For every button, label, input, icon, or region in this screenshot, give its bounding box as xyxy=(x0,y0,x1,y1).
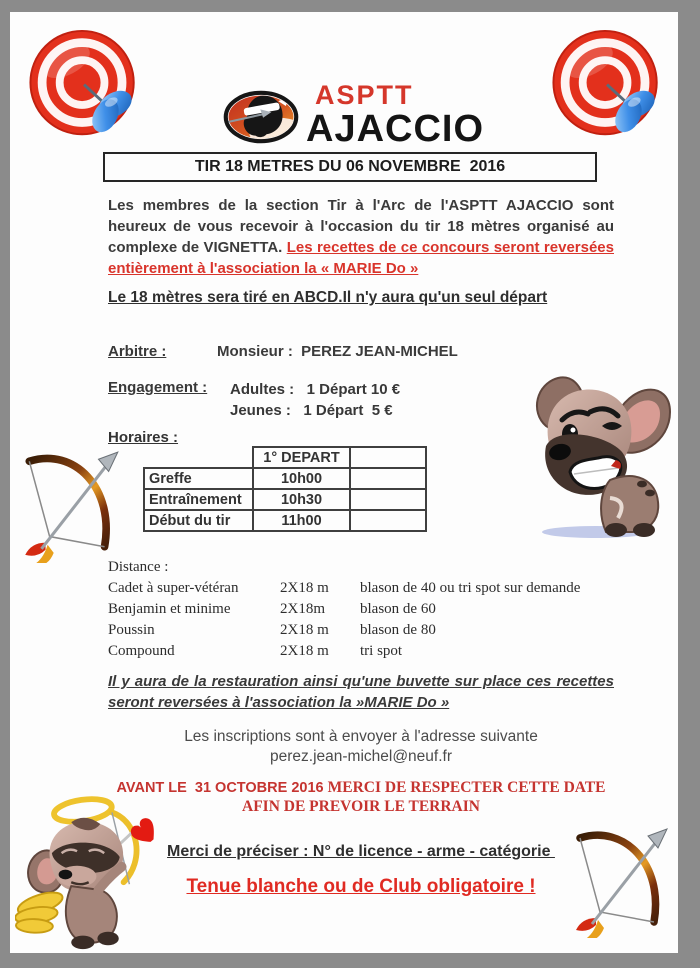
cupid-dog-mascot-icon xyxy=(15,788,175,953)
row-time: 11h00 xyxy=(253,510,350,531)
table-header-row xyxy=(144,447,426,468)
single-start-line: Le 18 mètres sera tiré en ABCD.Il n'y aura qu'un seul départ xyxy=(108,289,548,306)
engagement-values xyxy=(230,379,400,421)
row-label: Greffe xyxy=(144,468,253,489)
deadline-date: AVANT LE 31 OCTOBRE 2016 xyxy=(116,780,328,796)
dress-code-line: Tenue blanche ou de Club obligatoire ! xyxy=(186,876,536,897)
intro-text: Les membres de la section Tir à l'Arc de l'ASPTT AJACCIO sont heureux de vous recevoir à l'occasion du tir 18 mètres organisé au complexe de VIGNETTA. xyxy=(108,197,614,256)
arbitre-value: Monsieur : PEREZ JEAN-MICHEL xyxy=(217,343,458,360)
logo-text-ajaccio: AJACCIO xyxy=(306,108,485,150)
intro-highlight-charity: Les recettes de ce concours seront reversées entièrement à l'association la « MARIE Do » xyxy=(108,239,614,277)
preciser-line: Merci de préciser : N° de licence - arme - catégorie xyxy=(167,843,555,860)
distance-row: Benjamin et minime 2X18m blason de 60 xyxy=(108,601,436,617)
table-row xyxy=(144,510,426,531)
engagement-youth: Jeunes : 1 Départ 5 € xyxy=(230,402,393,419)
row-time: 10h30 xyxy=(253,489,350,510)
logo-text-asptt: ASPTT xyxy=(315,80,414,110)
event-title: TIR 18 METRES DU 06 NOVEMBRE 2016 xyxy=(103,152,597,182)
table-header-depart: 1° DEPART xyxy=(253,447,350,468)
deadline-text: MERCI DE RESPECTER CETTE DATE AFIN DE PREVOIR LE TERRAIN xyxy=(242,779,606,815)
asptt-moors-head-emblem-icon xyxy=(223,90,299,144)
distance-row: Cadet à super-vétéran 2X18 m blason de 40 ou tri spot sur demande xyxy=(108,580,581,596)
distance-section xyxy=(108,557,580,662)
table-header-empty xyxy=(350,447,426,468)
arbitre-row xyxy=(108,343,458,360)
intro-paragraph xyxy=(108,195,614,279)
row-label: Entraînement xyxy=(144,489,253,510)
table-blank-cell xyxy=(144,447,253,468)
engagement-row xyxy=(108,379,400,421)
horaires-table xyxy=(143,446,427,532)
distance-row: Compound 2X18 m tri spot xyxy=(108,643,403,659)
row-label: Début du tir xyxy=(144,510,253,531)
horaires-label: Horaires : xyxy=(108,429,179,446)
bow-and-arrow-icon xyxy=(15,445,127,563)
inscriptions-line: Les inscriptions sont à envoyer à l'adresse suivante xyxy=(184,728,538,745)
engagement-adults: Adultes : 1 Départ 10 € xyxy=(230,381,401,398)
distance-label: Distance : xyxy=(108,559,169,575)
inscriptions-block xyxy=(108,727,614,767)
row-time: 10h00 xyxy=(253,468,350,489)
target-dart-icon xyxy=(25,28,145,143)
winking-dog-mascot-icon xyxy=(518,360,678,545)
table-row xyxy=(144,489,426,510)
flyer-page xyxy=(10,12,678,953)
target-dart-icon xyxy=(548,28,668,143)
table-row xyxy=(144,468,426,489)
inscriptions-email: perez.jean-michel@neuf.fr xyxy=(269,748,452,765)
bow-and-arrow-icon xyxy=(566,822,676,938)
restauration-note: Il y aura de la restauration ainsi qu'une buvette sur place ces recettes seront reversées à l'association la »MARIE Do » xyxy=(108,673,614,711)
deadline-notice xyxy=(108,779,614,815)
distance-row: Poussin 2X18 m blason de 80 xyxy=(108,622,436,638)
arbitre-label: Arbitre : xyxy=(108,343,167,360)
engagement-label: Engagement : xyxy=(108,379,208,396)
